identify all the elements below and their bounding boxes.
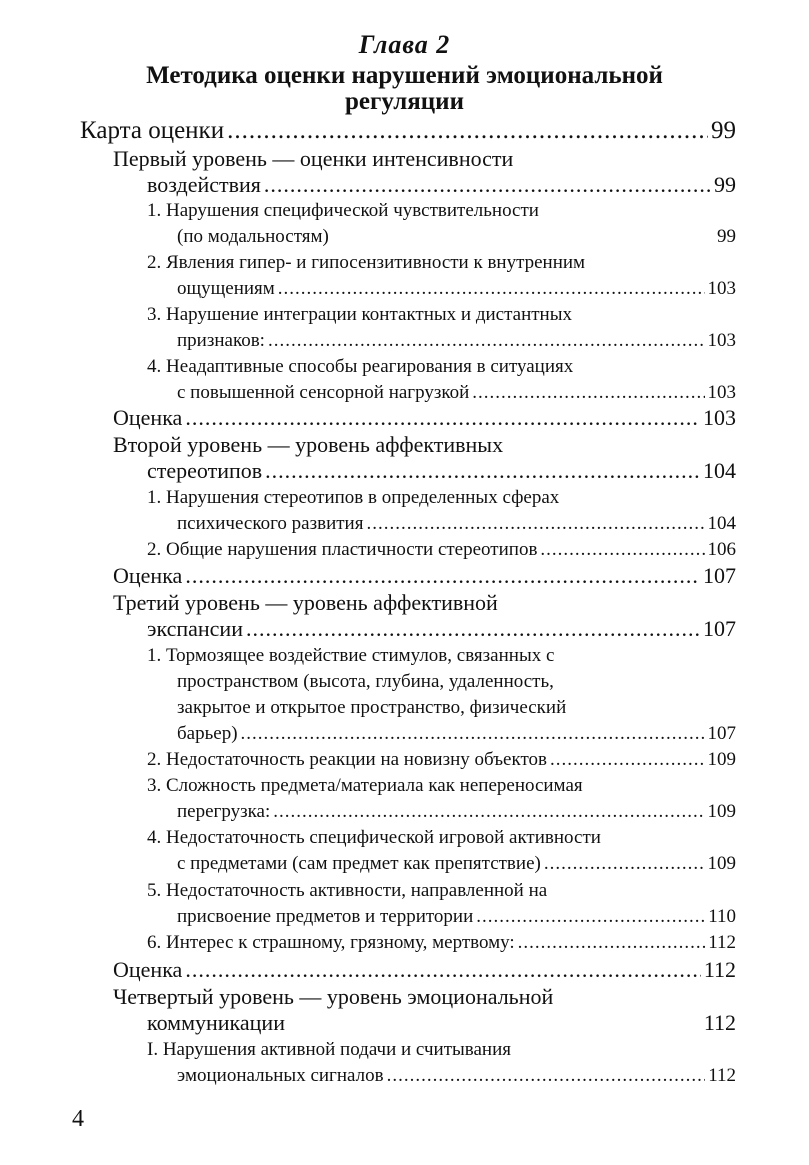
toc-entry-text: Оценка: [113, 957, 183, 982]
toc-entry-assessment-2: [113, 563, 736, 589]
toc-entry-page: 99: [717, 226, 736, 247]
toc-entry-level-1: [147, 172, 736, 198]
toc-leader-dots: [241, 723, 705, 745]
toc-leader-dots: [227, 117, 708, 145]
toc-entry-page: 103: [707, 278, 736, 299]
chapter-label: Глава 2: [358, 30, 451, 59]
toc-leader-dots: [264, 172, 711, 198]
toc-entry-text: психического развития: [177, 513, 364, 534]
toc-leader-dots: [472, 382, 704, 404]
toc-entry-2-1: [177, 513, 736, 535]
toc-entry-4-1-line-1: I. Нарушения активной подачи и считывания: [147, 1039, 511, 1060]
toc-entry-page: 104: [707, 513, 736, 534]
toc-entry-level-2: [147, 458, 736, 484]
chapter-title-line-1: Методика оценки нарушений эмоциональной: [146, 62, 663, 89]
toc-entry-level-3-line-1: Третий уровень — уровень аффективной: [113, 590, 498, 615]
toc-entry-page: 103: [707, 382, 736, 403]
toc-leader-dots: [278, 278, 705, 300]
toc-entry-page: 106: [707, 539, 736, 560]
toc-entry-1-2: [177, 278, 736, 300]
chapter-title-line-2: регуляции: [345, 88, 464, 115]
toc-entry-page: 107: [703, 616, 736, 641]
toc-leader-dots: [518, 932, 706, 954]
toc-entry-1-1: [177, 226, 736, 248]
toc-entry-4-1: [177, 1065, 736, 1087]
toc-entry-page: 99: [711, 117, 736, 144]
toc-entry-text: 2. Недостаточность реакции на новизну объектов: [147, 749, 547, 770]
toc-entry-1-3: [177, 330, 736, 352]
toc-entry-text: (по модальностям): [177, 226, 329, 247]
toc-entry-page: 104: [703, 458, 736, 483]
toc-entry-2-2: [147, 539, 736, 561]
toc-entry-3-4-line-1: 4. Недостаточность специфической игровой активности: [147, 827, 601, 848]
toc-leader-dots: [273, 801, 704, 823]
toc-entry-level-2-line-1: Второй уровень — уровень аффективных: [113, 432, 504, 457]
toc-entry-3-1-line-3: закрытое и открытое пространство, физический: [177, 697, 567, 718]
toc-leader-dots: [246, 616, 700, 642]
toc-entry-3-4: [177, 853, 736, 875]
toc-entry-text: коммуникации: [147, 1010, 285, 1035]
toc-entry-text: эмоциональных сигналов: [177, 1065, 384, 1086]
toc-leader-dots: [540, 539, 704, 561]
toc-entry-text: с повышенной сенсорной нагрузкой: [177, 382, 470, 403]
toc-entry-page: 99: [714, 172, 736, 197]
toc-entry-3-1-line-1: 1. Тормозящее воздействие стимулов, связанных с: [147, 645, 555, 666]
toc-leader-dots: [268, 330, 705, 352]
toc-leader-dots: [476, 906, 705, 928]
toc-entry-page: 107: [707, 723, 736, 744]
toc-leader-dots: [185, 563, 700, 589]
toc-entry-text: 6. Интерес к страшному, грязному, мертвому:: [147, 932, 515, 953]
toc-entry-text: 2. Общие нарушения пластичности стереотипов: [147, 539, 538, 560]
toc-entry-text: признаков:: [177, 330, 265, 351]
toc-leader-dots: [265, 458, 700, 484]
toc-entry-3-2: [147, 749, 736, 771]
toc-entry-3-5-line-1: 5. Недостаточность активности, направленной на: [147, 880, 548, 901]
toc-entry-text: ощущениям: [177, 278, 275, 299]
toc-entry-level-4: [147, 1010, 736, 1036]
toc-entry-3-1: [177, 723, 736, 745]
toc-entry-text: стереотипов: [147, 458, 263, 483]
toc-entry-2-1-line-1: 1. Нарушения стереотипов в определенных сферах: [147, 487, 560, 508]
toc-entry-level-4-line-1: Четвертый уровень — уровень эмоциональной: [113, 984, 554, 1009]
toc-entry-text: присвоение предметов и территории: [177, 906, 474, 927]
toc-entry-page: 112: [708, 1065, 736, 1086]
toc-leader-dots: [550, 749, 705, 771]
toc-entry-page: 112: [703, 1010, 736, 1035]
toc-entry-level-3: [147, 616, 736, 642]
toc-entry-page: 112: [703, 957, 736, 982]
toc-entry-page: 103: [707, 330, 736, 351]
toc-entry-text: экспансии: [147, 616, 243, 641]
toc-entry-assessment-map: [80, 117, 736, 145]
toc-entry-text: Оценка: [113, 563, 183, 588]
toc-entry-1-4-line-1: 4. Неадаптивные способы реагирования в ситуациях: [147, 356, 574, 377]
toc-leader-dots: [387, 1065, 706, 1087]
toc-leader-dots: [544, 853, 705, 875]
toc-entry-3-1-line-2: пространством (высота, глубина, удаленность,: [177, 671, 554, 692]
toc-entry-3-5: [177, 906, 736, 928]
toc-entry-3-6: [147, 932, 736, 954]
toc-entry-1-2-line-1: 2. Явления гипер- и гипосензитивности к внутренним: [147, 252, 586, 273]
page-number: 4: [72, 1106, 84, 1132]
toc-entry-page: 109: [707, 853, 736, 874]
toc-entry-1-1-line-1: 1. Нарушения специфической чувствительности: [147, 200, 539, 221]
toc-entry-text: перегрузка:: [177, 801, 271, 822]
toc-entry-page: 103: [703, 405, 736, 430]
toc-entry-3-3: [177, 801, 736, 823]
toc-entry-page: 112: [708, 932, 736, 953]
toc-entry-assessment-1: [113, 405, 736, 431]
toc-entry-text: воздействия: [147, 172, 261, 197]
toc-leader-dots: [366, 513, 704, 535]
toc-entry-page: 109: [707, 749, 736, 770]
toc-entry-1-3-line-1: 3. Нарушение интеграции контактных и дистантных: [147, 304, 572, 325]
toc-entry-level-1-line-1: Первый уровень — оценки интенсивности: [113, 146, 514, 171]
toc-leader-dots: [185, 405, 700, 431]
toc-entry-page: 109: [707, 801, 736, 822]
toc-entry-text: Оценка: [113, 405, 183, 430]
toc-entry-page: 107: [703, 563, 736, 588]
toc-entry-text: Карта оценки: [80, 117, 225, 144]
toc-entry-text: барьер): [177, 723, 238, 744]
toc-entry-page: 110: [708, 906, 736, 927]
toc-entry-assessment-3: [113, 957, 736, 983]
toc-leader-dots: [185, 957, 700, 983]
toc-entry-3-3-line-1: 3. Сложность предмета/материала как непереносимая: [147, 775, 583, 796]
toc-entry-text: с предметами (сам предмет как препятствие): [177, 853, 541, 874]
toc-entry-1-4: [177, 382, 736, 404]
